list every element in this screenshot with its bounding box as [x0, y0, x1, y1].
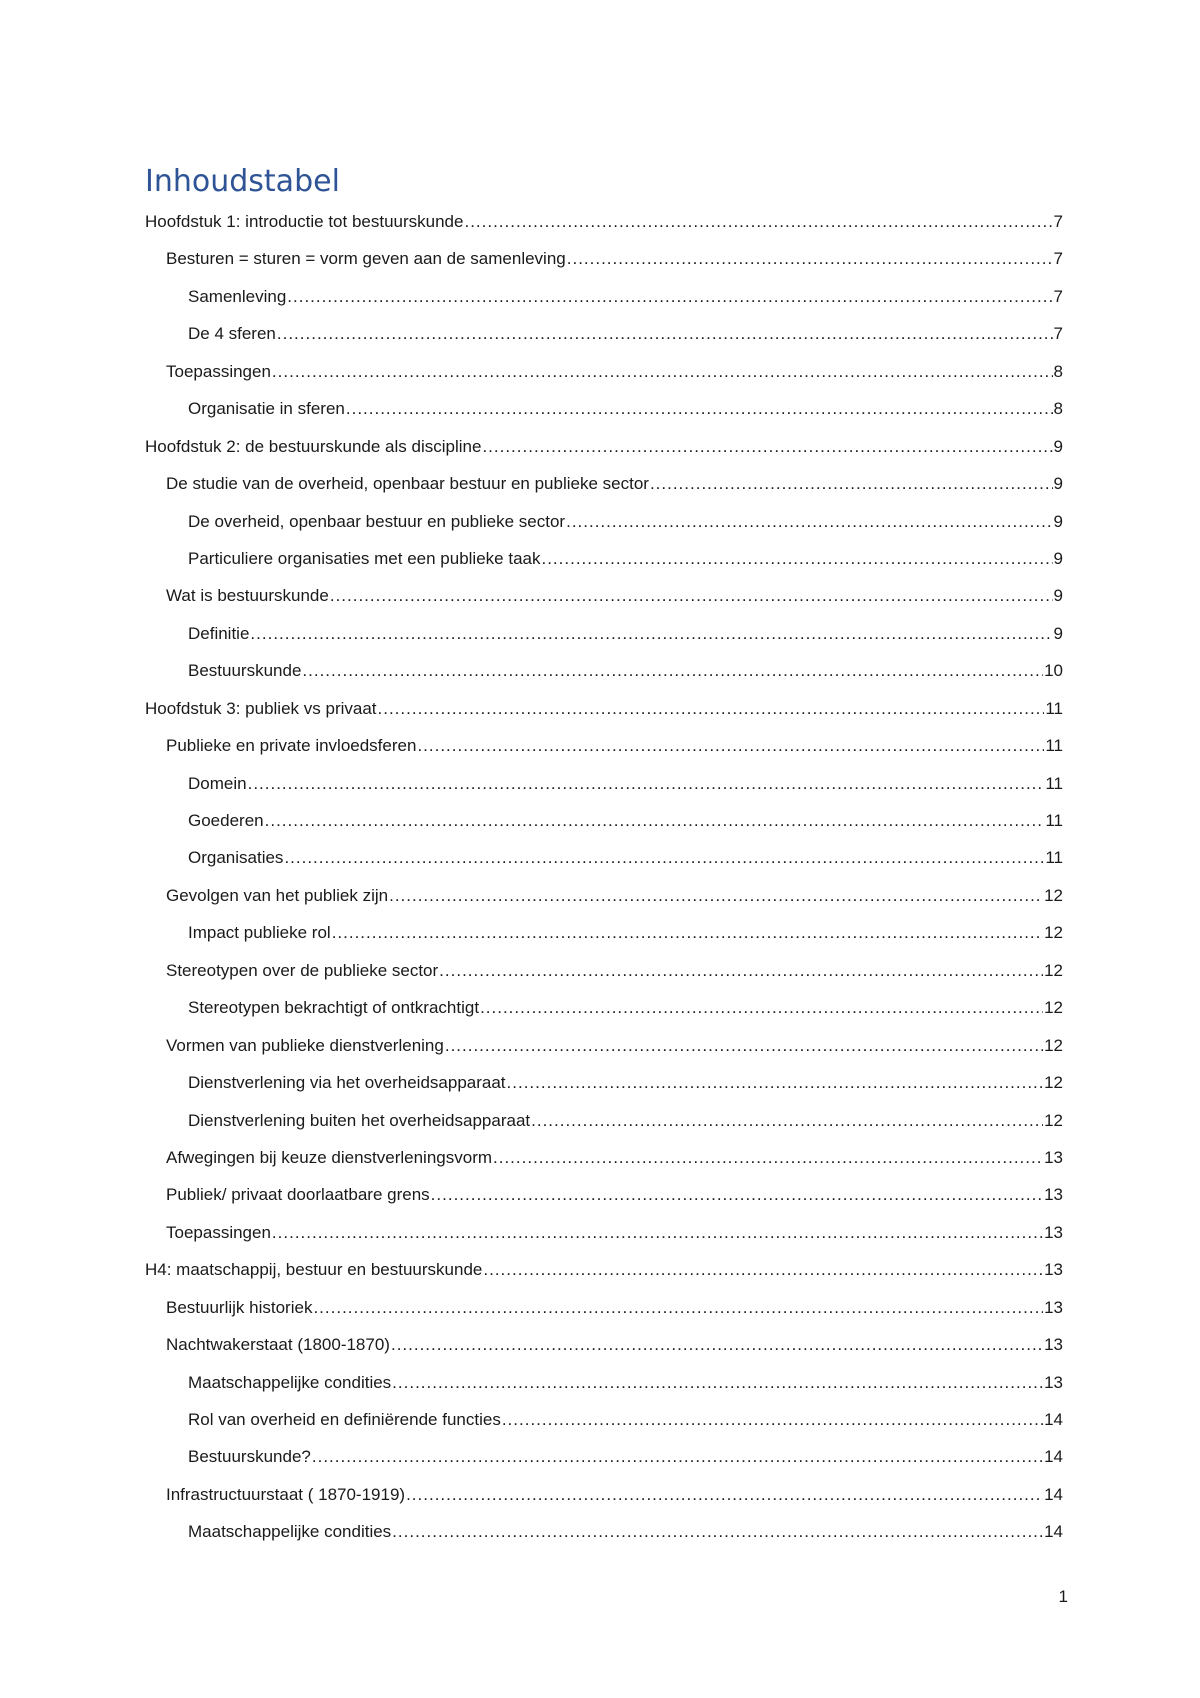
toc-entry-text[interactable]: Toepassingen [166, 361, 271, 381]
toc-entry-text[interactable]: H4: maatschappij, bestuur en bestuurskunde [145, 1260, 483, 1280]
toc-entry-page-number[interactable]: 14 [1044, 1522, 1063, 1542]
toc-dot-leader [265, 807, 1045, 835]
toc-entry-level-2[interactable] [0, 358, 1200, 395]
toc-dot-leader [272, 1219, 1043, 1247]
toc-dot-leader [302, 657, 1043, 685]
toc-entry-text[interactable]: Infrastructuurstaat ( 1870-1919) [166, 1484, 406, 1504]
toc-dot-leader [482, 433, 1052, 461]
toc-entry-level-3[interactable] [0, 283, 1200, 320]
toc-entry-page-number[interactable]: 11 [1045, 848, 1063, 868]
toc-entry-text[interactable]: De 4 sferen [188, 324, 276, 344]
toc-dot-leader [493, 1144, 1043, 1172]
toc-entry-level-1[interactable] [0, 208, 1200, 245]
toc-entry-level-3[interactable] [0, 1443, 1200, 1480]
toc-entry-page-number[interactable]: 9 [1053, 474, 1063, 494]
toc-entry-page-number[interactable]: 8 [1053, 361, 1063, 381]
toc-entry-page-number[interactable]: 9 [1053, 436, 1063, 456]
toc-entry-level-3[interactable] [0, 844, 1200, 881]
toc-entry-level-3[interactable] [0, 807, 1200, 844]
toc-entry-level-3[interactable] [0, 657, 1200, 694]
toc-dot-leader [287, 283, 1052, 311]
toc-dot-leader [313, 1294, 1043, 1322]
toc-entry-page-number[interactable]: 12 [1044, 923, 1063, 943]
toc-dot-leader [332, 919, 1043, 947]
toc-entry-level-3[interactable] [0, 1369, 1200, 1406]
toc-entry-page-number[interactable]: 11 [1045, 736, 1063, 756]
toc-entry-level-2[interactable] [0, 582, 1200, 619]
toc-entry-text[interactable]: Stereotypen over de publieke sector [166, 960, 439, 980]
toc-dot-leader [541, 545, 1052, 573]
toc-entry-text[interactable]: Gevolgen van het publiek zijn [166, 885, 389, 905]
toc-entry-level-3[interactable] [0, 395, 1200, 432]
toc-dot-leader [346, 395, 1053, 423]
toc-entry-page-number[interactable]: 13 [1044, 1335, 1063, 1355]
toc-entry-level-3[interactable] [0, 320, 1200, 357]
toc-entry-level-2[interactable] [0, 1181, 1200, 1218]
toc-entry-level-1[interactable] [0, 695, 1200, 732]
toc-entry-level-2[interactable] [0, 1331, 1200, 1368]
toc-entry-level-3[interactable] [0, 994, 1200, 1031]
toc-entry-page-number[interactable]: 7 [1053, 212, 1063, 231]
toc-entry-page-number[interactable]: 14 [1044, 1410, 1063, 1429]
toc-dot-leader [392, 1518, 1043, 1546]
toc-entry-text[interactable]: Organisatie in sferen [188, 399, 345, 419]
toc-entry-level-1[interactable] [0, 1256, 1200, 1293]
toc-dot-leader [445, 1032, 1043, 1060]
toc-entry-page-number[interactable]: 11 [1045, 773, 1063, 793]
toc-entry-page-number[interactable]: 7 [1053, 249, 1063, 269]
toc-entry-text[interactable]: Hoofdstuk 2: de bestuurskunde als discipline [145, 436, 482, 456]
toc-entry-text[interactable]: Particuliere organisaties met een publieke taak [188, 548, 541, 568]
toc-entry-text[interactable]: Bestuurskunde? [188, 1447, 311, 1467]
toc-dot-leader [330, 582, 1053, 610]
toc-entry-text[interactable]: Goederen [188, 811, 264, 830]
toc-dot-leader [502, 1406, 1043, 1434]
toc-dot-leader [567, 245, 1053, 273]
toc-entry-text[interactable]: Rol van overheid en definiërende functies [188, 1410, 501, 1429]
toc-entry-page-number[interactable]: 9 [1053, 548, 1063, 568]
toc-entry-page-number[interactable]: 14 [1044, 1447, 1063, 1467]
toc-entry-page-number[interactable]: 13 [1044, 1147, 1063, 1167]
toc-dot-leader [389, 882, 1043, 910]
toc-entry-text[interactable]: Stereotypen bekrachtigt of ontkrachtigt [188, 998, 480, 1018]
toc-entry-text[interactable]: Besturen = sturen = vorm geven aan de samenleving [166, 249, 566, 269]
toc-entry-level-1[interactable] [0, 433, 1200, 470]
toc-entry-text[interactable]: Hoofdstuk 3: publiek vs privaat [145, 698, 377, 718]
toc-entry-text[interactable]: Vormen van publieke dienstverlening [166, 1035, 444, 1055]
toc-entry-text[interactable]: Maatschappelijke condities [188, 1372, 392, 1392]
toc-entry-level-3[interactable] [0, 1107, 1200, 1144]
toc-entry-text[interactable]: Wat is bestuurskunde [166, 586, 329, 606]
toc-entry-page-number[interactable]: 13 [1044, 1260, 1063, 1280]
toc-entry-page-number[interactable]: 9 [1053, 511, 1063, 531]
toc-entry-page-number[interactable]: 8 [1053, 399, 1063, 419]
toc-entry-level-3[interactable] [0, 1406, 1200, 1443]
toc-entry-page-number[interactable]: 9 [1053, 586, 1063, 606]
toc-dot-leader [431, 1181, 1043, 1209]
toc-entry-page-number[interactable]: 7 [1053, 286, 1063, 306]
toc-entry-level-2[interactable] [0, 882, 1200, 919]
toc-dot-leader [284, 844, 1044, 872]
toc-dot-leader [480, 994, 1043, 1022]
toc-entry-page-number[interactable]: 11 [1045, 698, 1063, 718]
toc-entry-level-3[interactable] [0, 545, 1200, 582]
toc-entry-page-number[interactable]: 9 [1053, 623, 1063, 643]
toc-entry-page-number[interactable]: 12 [1044, 960, 1063, 980]
toc-dot-leader [507, 1069, 1044, 1097]
toc-entry-text[interactable]: Bestuurskunde [188, 661, 302, 681]
toc-entry-page-number[interactable]: 13 [1044, 1185, 1063, 1205]
toc-dot-leader [392, 1369, 1043, 1397]
toc-entry-page-number[interactable]: 12 [1044, 885, 1063, 905]
toc-entry-text[interactable]: Definitie [188, 623, 250, 643]
toc-dot-leader [417, 732, 1044, 760]
toc-entry-level-2[interactable] [0, 1219, 1200, 1256]
toc-entry-level-3[interactable] [0, 1518, 1200, 1555]
toc-entry-text[interactable]: Domein [188, 773, 247, 793]
toc-entry-text[interactable]: Dienstverlening buiten het overheidsapparaat [188, 1110, 531, 1130]
toc-entry-page-number[interactable]: 13 [1044, 1297, 1063, 1317]
toc-dot-leader [391, 1331, 1043, 1359]
toc-dot-leader [406, 1481, 1043, 1509]
toc-entry-text[interactable]: Bestuurlijk historiek [166, 1297, 313, 1317]
toc-list [0, 208, 1200, 1556]
toc-entry-text[interactable]: Impact publieke rol [188, 923, 331, 943]
toc-entry-text[interactable]: Toepassingen [166, 1222, 271, 1242]
toc-entry-text[interactable]: Maatschappelijke condities [188, 1522, 392, 1542]
toc-entry-text[interactable]: De overheid, openbaar bestuur en publieke sector [188, 511, 566, 531]
toc-entry-page-number[interactable]: 12 [1044, 1073, 1063, 1093]
toc-entry-page-number[interactable]: 12 [1044, 1035, 1063, 1055]
toc-entry-text[interactable]: Samenleving [188, 286, 287, 306]
toc-entry-level-2[interactable] [0, 957, 1200, 994]
toc-entry-page-number[interactable]: 12 [1044, 1110, 1063, 1130]
toc-entry-level-2[interactable] [0, 1032, 1200, 1069]
toc-entry-text[interactable]: Nachtwakerstaat (1800-1870) [166, 1335, 390, 1355]
toc-dot-leader [277, 320, 1053, 348]
toc-dot-leader [272, 358, 1053, 386]
page-number: 1 [1058, 1587, 1068, 1606]
toc-entry-level-2[interactable] [0, 1294, 1200, 1331]
toc-dot-leader [531, 1107, 1043, 1135]
toc-dot-leader [464, 208, 1052, 236]
toc-dot-leader [250, 620, 1052, 648]
toc-dot-leader [566, 508, 1052, 536]
toc-entry-level-2[interactable] [0, 245, 1200, 282]
toc-dot-leader [378, 695, 1045, 723]
toc-entry-page-number[interactable]: 11 [1045, 811, 1063, 830]
toc-entry-level-2[interactable] [0, 1144, 1200, 1181]
toc-title: Inhoudstabel [145, 164, 340, 199]
toc-entry-level-3[interactable] [0, 919, 1200, 956]
toc-entry-level-2[interactable] [0, 470, 1200, 507]
toc-entry-page-number[interactable]: 7 [1053, 324, 1063, 344]
toc-dot-leader [248, 770, 1045, 798]
toc-dot-leader [483, 1256, 1043, 1284]
toc-entry-text[interactable]: Afwegingen bij keuze dienstverleningsvorm [166, 1147, 493, 1167]
toc-dot-leader [312, 1443, 1043, 1471]
toc-entry-page-number[interactable]: 12 [1044, 998, 1063, 1018]
toc-entry-text[interactable]: Hoofdstuk 1: introductie tot bestuurskunde [145, 212, 464, 231]
toc-entry-level-3[interactable] [0, 620, 1200, 657]
toc-entry-level-3[interactable] [0, 1069, 1200, 1106]
toc-entry-level-3[interactable] [0, 508, 1200, 545]
toc-entry-text[interactable]: De studie van de overheid, openbaar bestuur en publieke sector [166, 474, 649, 494]
toc-entry-level-2[interactable] [0, 1481, 1200, 1518]
toc-entry-level-3[interactable] [0, 770, 1200, 807]
toc-entry-page-number[interactable]: 13 [1044, 1222, 1063, 1242]
toc-entry-text[interactable]: Organisaties [188, 848, 284, 868]
toc-entry-text[interactable]: Dienstverlening via het overheidsapparaat [188, 1073, 506, 1093]
toc-dot-leader [650, 470, 1053, 498]
toc-dot-leader [439, 957, 1043, 985]
toc-entry-page-number[interactable]: 10 [1044, 661, 1063, 681]
toc-entry-text[interactable]: Publiek/ privaat doorlaatbare grens [166, 1185, 430, 1205]
toc-entry-page-number[interactable]: 13 [1044, 1372, 1063, 1392]
toc-entry-text[interactable]: Publieke en private invloedsferen [166, 736, 417, 756]
toc-entry-page-number[interactable]: 14 [1044, 1484, 1063, 1504]
toc-entry-level-2[interactable] [0, 732, 1200, 769]
